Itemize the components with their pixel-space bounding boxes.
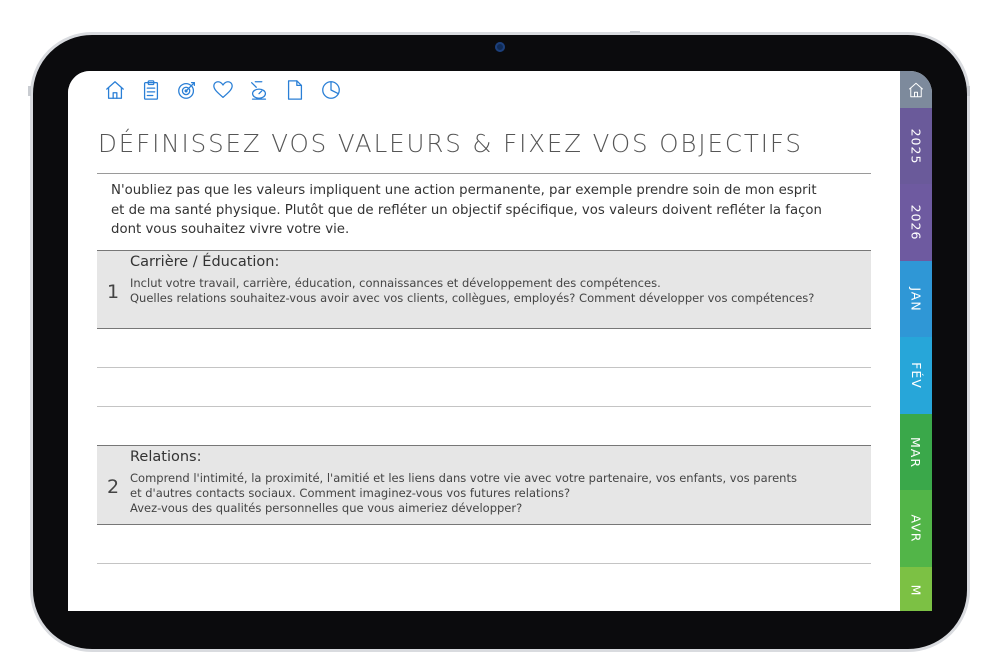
tab-mar[interactable] [900, 414, 932, 490]
intro-line: dont vous souhaitez vivre votre vie. [111, 222, 350, 237]
writing-line[interactable] [97, 563, 871, 564]
intro-text [111, 181, 871, 240]
section-title: Relations: [130, 449, 202, 465]
tab-mai[interactable] [900, 567, 932, 611]
clipboard-icon[interactable] [138, 77, 164, 103]
tab-fev[interactable] [900, 337, 932, 414]
section-relations [97, 445, 871, 525]
section-description [130, 471, 797, 516]
home-icon [907, 81, 925, 99]
tab-avr[interactable] [900, 490, 932, 567]
planner-page [68, 71, 900, 611]
target-icon[interactable] [174, 77, 200, 103]
tab-label: JAN [908, 286, 924, 312]
title-divider [97, 173, 871, 174]
tab-label: MAR [908, 436, 924, 468]
pie-chart-icon[interactable] [318, 77, 344, 103]
heart-icon[interactable] [210, 77, 236, 103]
intro-line: N'oubliez pas que les valeurs impliquent une action permanente, par exemple prendre soin de mon esprit [111, 183, 817, 198]
writing-line[interactable] [97, 406, 871, 407]
tab-jan[interactable] [900, 261, 932, 337]
volume-button [28, 86, 31, 96]
section-title: Carrière / Éducation: [130, 254, 280, 270]
top-button [630, 31, 640, 33]
fitness-icon[interactable] [246, 77, 272, 103]
description-line: Comprend l'intimité, la proximité, l'amitié et les liens dans votre vie avec votre partenaire, vos enfants, vos parents [130, 471, 797, 485]
tab-label: FÉV [908, 362, 924, 389]
tab-label: M [908, 584, 924, 597]
section-description [130, 276, 814, 306]
tab-2026[interactable] [900, 184, 932, 261]
tab-2025[interactable] [900, 108, 932, 184]
description-line: et d'autres contacts sociaux. Comment imaginez-vous vos futures relations? [130, 486, 571, 500]
document-icon[interactable] [282, 77, 308, 103]
section-number: 2 [107, 476, 120, 498]
tab-label: AVR [908, 514, 924, 543]
front-camera [495, 42, 505, 52]
tab-label: 2025 [908, 128, 924, 164]
tab-home[interactable] [900, 71, 932, 108]
home-icon[interactable] [102, 77, 128, 103]
section-career [97, 250, 871, 329]
toolbar [102, 77, 344, 103]
description-line: Quelles relations souhaitez-vous avoir avec vos clients, collègues, employés? Comment développer vos compétences? [130, 291, 815, 305]
description-line: Inclut votre travail, carrière, éducation, connaissances et développement des compétences. [130, 276, 661, 290]
page-title: DÉFINISSEZ VOS VALEURS & FIXEZ VOS OBJECTIFS [98, 129, 803, 158]
tablet-screen [68, 71, 932, 611]
intro-line: et de ma santé physique. Plutôt que de refléter un objectif spécifique, vos valeurs doivent refléter la façon [111, 202, 822, 218]
power-button [967, 86, 970, 96]
side-tab-bar [900, 71, 932, 611]
writing-line[interactable] [97, 367, 871, 368]
tab-label: 2026 [908, 204, 924, 241]
section-number: 1 [107, 281, 120, 303]
description-line: Avez-vous des qualités personnelles que vous aimeriez développer? [130, 501, 523, 515]
